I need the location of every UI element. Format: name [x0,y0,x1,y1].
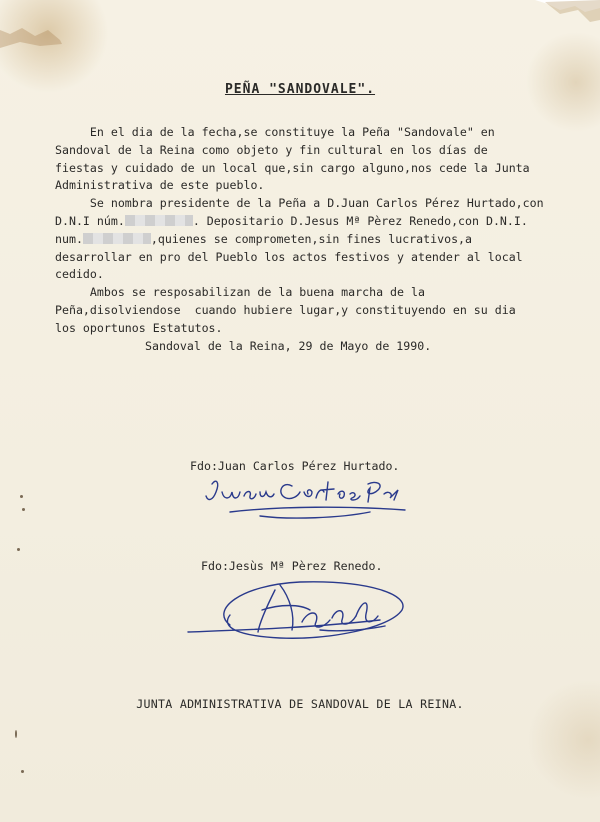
p2-line: cedido. [55,267,104,282]
signature-1-label: Fdo:Juan Carlos Pérez Hurtado. [190,459,400,473]
paper-speck [20,495,23,498]
signature-2-label: Fdo:Jesùs Mª Pèrez Renedo. [201,559,383,573]
paper-speck [21,770,24,773]
p3-line: Peña,disolviendose cuando hubiere lugar,y constituyendo en su dia [55,303,516,317]
p2-line-num [55,231,472,249]
p3-line: Ambos se resposabilizan de la buena marcha de la [55,285,425,300]
p3-line: los oportunos Estatutos. [55,320,223,335]
dni-label: D.N.I núm. [55,214,125,228]
p2-line-dni [55,213,528,231]
p1-line: Sandoval de la Reina como objeto y fin cultural en los días de [55,142,488,157]
title-text: PEÑA "SANDOVALE". [224,82,376,97]
torn-edge-decoration [0,0,600,70]
place-date: Sandoval de la Reina, 29 de Mayo de 1990. [145,338,432,353]
num-label: num. [55,231,83,246]
paper-speck [22,508,25,511]
footer-issuer: JUNTA ADMINISTRATIVA DE SANDOVAL DE LA REINA. [136,697,464,711]
signature-1-image [200,472,415,527]
paper-speck [17,548,20,551]
redacted-dni-2 [83,233,151,244]
redacted-dni-1 [125,215,193,226]
paper-speck [15,730,17,738]
p1-line: En el dia de la fecha,se constituye la Peña "Sandovale" en [55,125,495,139]
p1-line: fiestas y cuidado de un local que,sin cargo alguno,nos cede la Junta [55,160,530,175]
p2-line: desarrollar en pro del Pueblo los actos festivos y atender al local [55,249,523,264]
p1-line: Administrativa de este pueblo. [55,178,265,193]
signature-2-image [180,570,415,650]
p2-line: Se nombra presidente de la Peña a D.Juan Carlos Pérez Hurtado,con [55,196,544,211]
p2-text: ,quienes se comprometen,sin fines lucrativos,a [150,231,473,246]
document-title [0,82,600,97]
p2-text: . Depositario D.Jesus Mª Pèrez Renedo,con D.N.I. [192,214,528,228]
